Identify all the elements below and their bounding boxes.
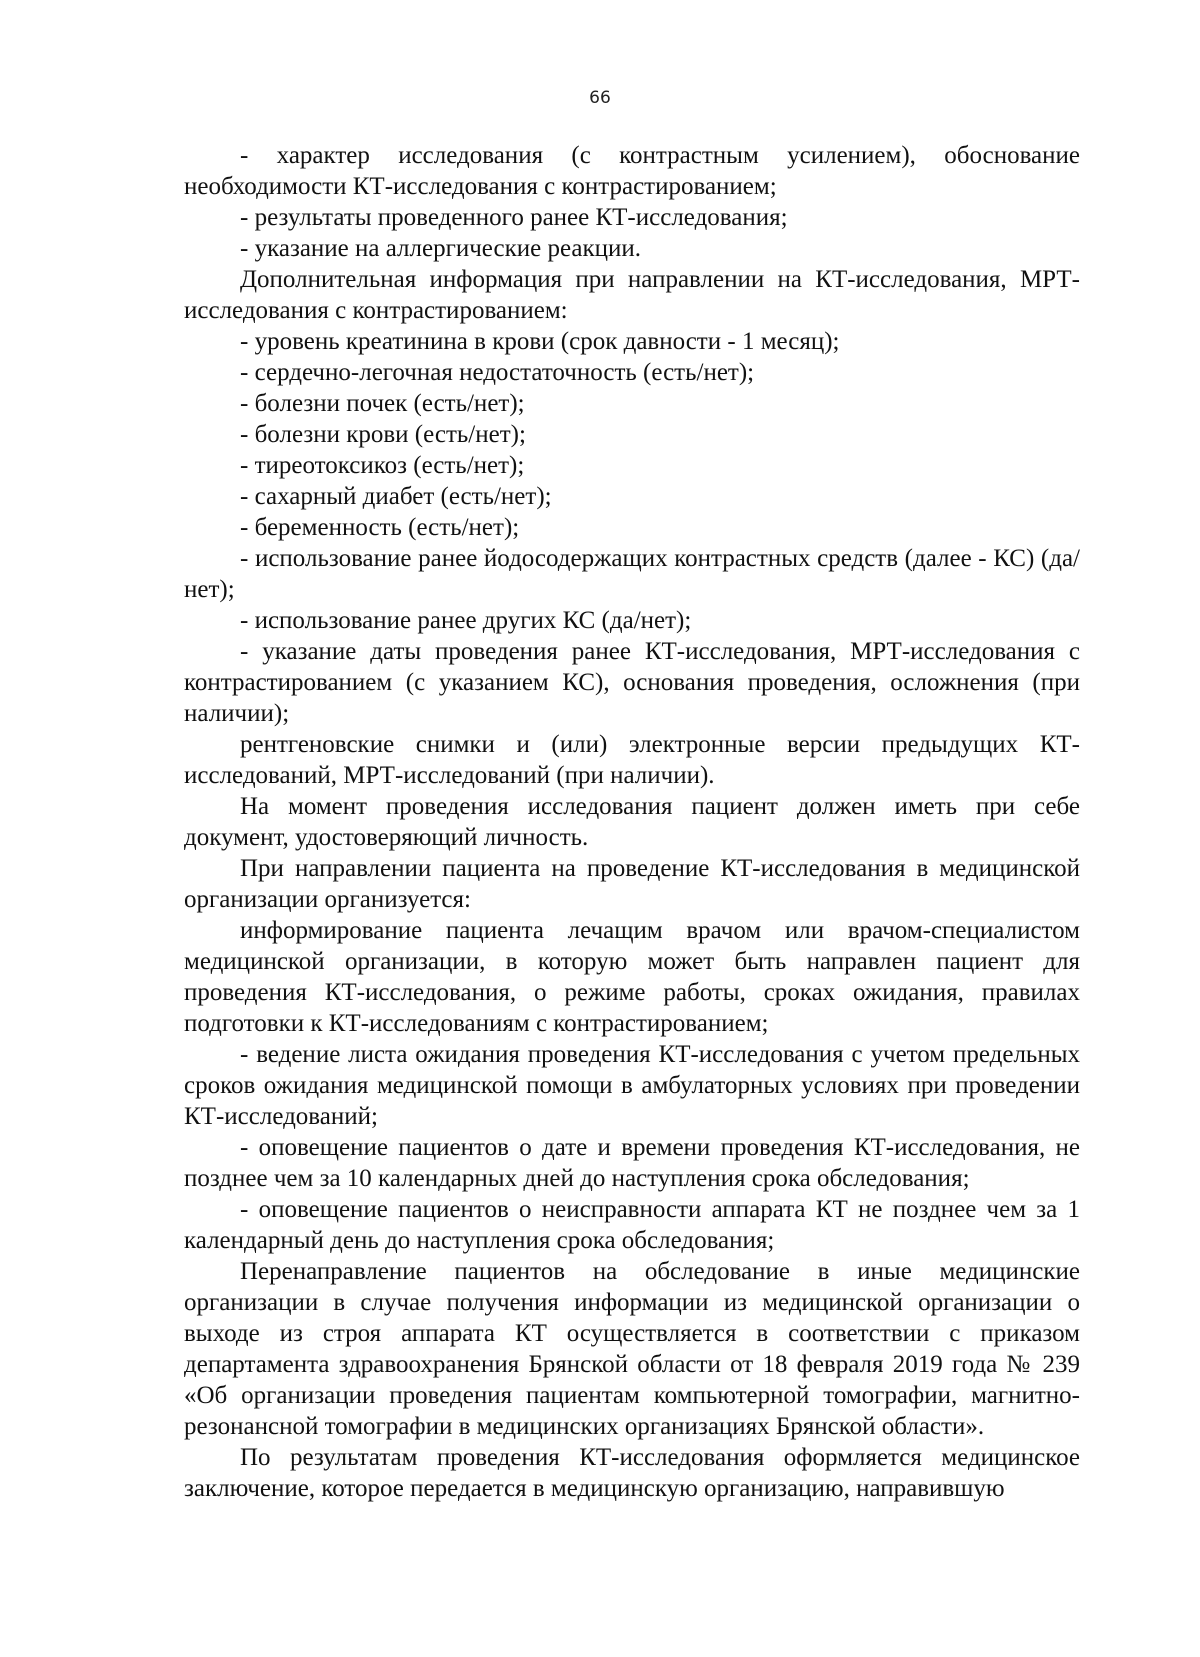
paragraph: - характер исследования (с контрастным усилением), обоснование необходимости КТ-исследования с контрастированием; <box>184 142 1080 200</box>
paragraph: - сахарный диабет (есть/нет); <box>240 483 552 510</box>
paragraph: При направлении пациента на проведение КТ-исследования в медицинской организации организуется: <box>184 855 1080 913</box>
paragraph: - беременность (есть/нет); <box>240 514 520 541</box>
paragraph: рентгеновские снимки и (или) электронные версии предыдущих КТ-исследований, МРТ-исследований (при наличии). <box>184 731 1080 789</box>
paragraph: - уровень креатинина в крови (срок давности - 1 месяц); <box>240 328 840 355</box>
paragraph: - сердечно-легочная недостаточность (есть/нет); <box>240 359 755 386</box>
paragraph: - использование ранее йодосодержащих контрастных средств (далее - КС) (да/нет); <box>184 545 1080 603</box>
paragraph: По результатам проведения КТ-исследования оформляется медицинское заключение, которое передается в медицинскую организацию, направившую <box>184 1444 1080 1502</box>
paragraph: - болезни крови (есть/нет); <box>240 421 526 448</box>
paragraph: информирование пациента лечащим врачом или врачом-специалистом медицинской организации, в которую может быть направлен пациент для проведения КТ-исследования, о режиме работы, сроках ожидания, правилах подготовки к КТ-исследованиям с контрастированием; <box>184 917 1080 1037</box>
document-body <box>184 140 1080 1504</box>
paragraph: - тиреотоксикоз (есть/нет); <box>240 452 525 479</box>
paragraph: - болезни почек (есть/нет); <box>240 390 525 417</box>
paragraph: На момент проведения исследования пациент должен иметь при себе документ, удостоверяющий личность. <box>184 793 1080 851</box>
paragraph: - указание на аллергические реакции. <box>240 235 642 262</box>
paragraph: - результаты проведенного ранее КТ-исследования; <box>240 204 788 231</box>
paragraph: - использование ранее других КС (да/нет); <box>240 607 692 634</box>
paragraph: - оповещение пациентов о дате и времени проведения КТ-исследования, не позднее чем за 10 календарных дней до наступления срока обследования; <box>184 1134 1080 1192</box>
paragraph: Дополнительная информация при направлении на КТ-исследования, МРТ-исследования с контрастированием: <box>184 266 1080 324</box>
paragraph: Перенаправление пациентов на обследование в иные медицинские организации в случае получения информации из медицинской организации о выходе из строя аппарата КТ осуществляется в соответствии с приказом департамента здравоохранения Брянской области от 18 февраля 2019 года № 239 «Об организации проведения пациентам компьютерной томографии, магнитно-резонансной томографии в медицинских организациях Брянской области». <box>184 1258 1080 1440</box>
paragraph: - ведение листа ожидания проведения КТ-исследования с учетом предельных сроков ожидания медицинской помощи в амбулаторных условиях при проведении КТ-исследований; <box>184 1041 1080 1130</box>
paragraph: - оповещение пациентов о неисправности аппарата КТ не позднее чем за 1 календарный день до наступления срока обследования; <box>184 1196 1080 1254</box>
page-number: 66 <box>589 88 611 108</box>
paragraph: - указание даты проведения ранее КТ-исследования, МРТ-исследования с контрастированием (с указанием КС), основания проведения, осложнения (при наличии); <box>184 638 1080 727</box>
